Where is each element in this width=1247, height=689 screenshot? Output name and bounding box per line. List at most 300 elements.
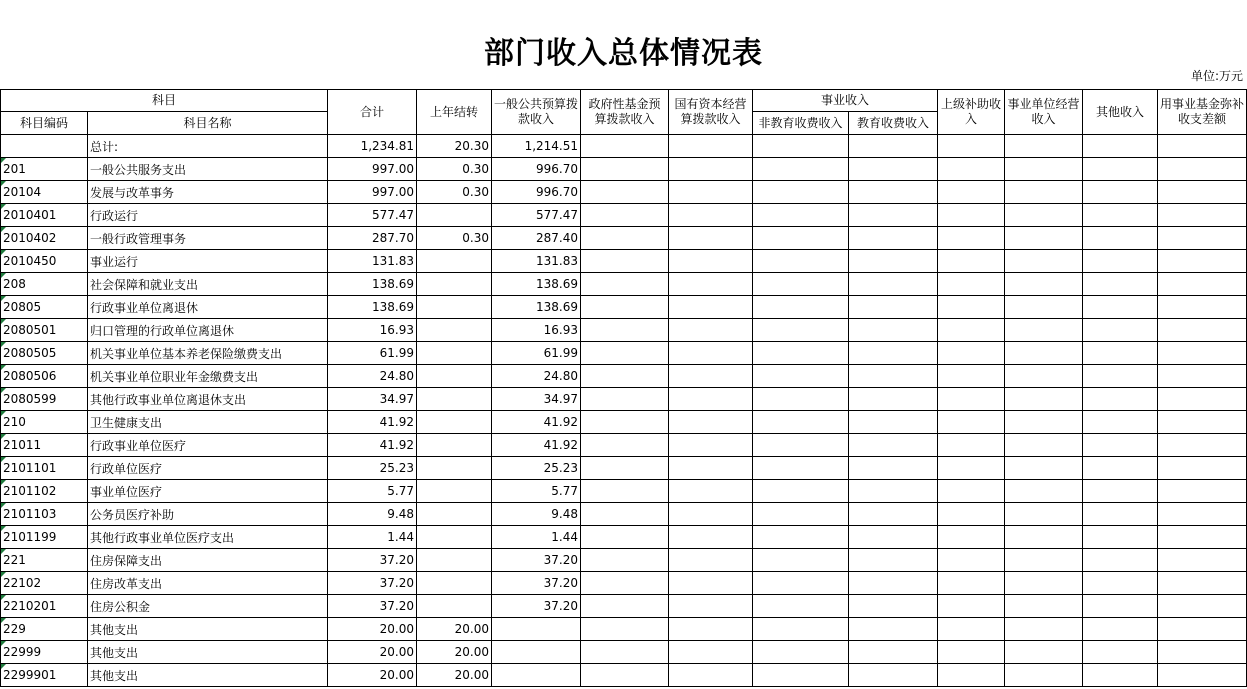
- row-empty-cell: [938, 572, 1005, 595]
- row-empty-cell: [1005, 595, 1083, 618]
- row-empty-cell: [1158, 296, 1247, 319]
- row-code: 221: [1, 549, 88, 572]
- row-empty-cell: [1005, 526, 1083, 549]
- row-empty-cell: [849, 135, 938, 158]
- row-carryover: [417, 365, 492, 388]
- row-carryover: 0.30: [417, 227, 492, 250]
- row-code: 21011: [1, 434, 88, 457]
- row-empty-cell: [1005, 549, 1083, 572]
- row-name: 社会保障和就业支出: [88, 273, 328, 296]
- row-carryover: [417, 503, 492, 526]
- row-empty-cell: [581, 572, 669, 595]
- row-code: 2101199: [1, 526, 88, 549]
- row-empty-cell: [1005, 641, 1083, 664]
- row-empty-cell: [581, 388, 669, 411]
- row-empty-cell: [1083, 572, 1158, 595]
- table-row: [1, 434, 1247, 457]
- row-empty-cell: [849, 572, 938, 595]
- row-name: 事业运行: [88, 250, 328, 273]
- row-empty-cell: [938, 618, 1005, 641]
- row-empty-cell: [669, 434, 753, 457]
- row-empty-cell: [849, 549, 938, 572]
- row-empty-cell: [669, 273, 753, 296]
- row-empty-cell: [1083, 342, 1158, 365]
- row-empty-cell: [581, 549, 669, 572]
- header-other-income: 其他收入: [1083, 90, 1158, 135]
- row-empty-cell: [938, 457, 1005, 480]
- row-code: 201: [1, 158, 88, 181]
- row-carryover: [417, 319, 492, 342]
- row-code: 20104: [1, 181, 88, 204]
- row-empty-cell: [669, 457, 753, 480]
- row-general-budget: 41.92: [492, 411, 581, 434]
- row-total: 287.70: [328, 227, 417, 250]
- row-empty-cell: [1083, 411, 1158, 434]
- row-empty-cell: [1083, 250, 1158, 273]
- row-empty-cell: [938, 181, 1005, 204]
- row-empty-cell: [753, 480, 849, 503]
- header-superior-subsidy: 上级补助收入: [938, 90, 1005, 135]
- row-code: 2010402: [1, 227, 88, 250]
- row-empty-cell: [669, 135, 753, 158]
- row-empty-cell: [1158, 158, 1247, 181]
- row-name: 住房公积金: [88, 595, 328, 618]
- row-empty-cell: [581, 526, 669, 549]
- row-empty-cell: [1083, 618, 1158, 641]
- row-empty-cell: [1083, 664, 1158, 687]
- header-name: 科目名称: [88, 112, 328, 135]
- table-row: [1, 342, 1247, 365]
- row-total: 1.44: [328, 526, 417, 549]
- row-carryover: [417, 388, 492, 411]
- row-code: 2010450: [1, 250, 88, 273]
- row-empty-cell: [938, 641, 1005, 664]
- row-carryover: 20.30: [417, 135, 492, 158]
- row-empty-cell: [938, 250, 1005, 273]
- table-row: [1, 595, 1247, 618]
- row-empty-cell: [849, 411, 938, 434]
- row-name: 行政事业单位医疗: [88, 434, 328, 457]
- row-empty-cell: [938, 273, 1005, 296]
- header-gov-fund: 政府性基金预算拨款收入: [581, 90, 669, 135]
- row-empty-cell: [938, 480, 1005, 503]
- row-code: [1, 135, 88, 158]
- row-empty-cell: [849, 365, 938, 388]
- row-empty-cell: [938, 503, 1005, 526]
- row-empty-cell: [1005, 480, 1083, 503]
- table-row: [1, 457, 1247, 480]
- row-empty-cell: [1158, 457, 1247, 480]
- table-row: [1, 526, 1247, 549]
- row-general-budget: 996.70: [492, 181, 581, 204]
- row-code: 2210201: [1, 595, 88, 618]
- row-empty-cell: [1005, 457, 1083, 480]
- table-row: [1, 204, 1247, 227]
- row-empty-cell: [753, 181, 849, 204]
- row-general-budget: 25.23: [492, 457, 581, 480]
- row-name: 归口管理的行政单位离退休: [88, 319, 328, 342]
- row-general-budget: 61.99: [492, 342, 581, 365]
- row-total: 20.00: [328, 641, 417, 664]
- row-empty-cell: [753, 273, 849, 296]
- table-row: [1, 664, 1247, 687]
- row-empty-cell: [1158, 365, 1247, 388]
- header-affiliated-income: 事业单位经营收入: [1005, 90, 1083, 135]
- row-total: 9.48: [328, 503, 417, 526]
- row-empty-cell: [1083, 296, 1158, 319]
- row-empty-cell: [938, 365, 1005, 388]
- row-empty-cell: [1005, 158, 1083, 181]
- row-empty-cell: [753, 158, 849, 181]
- row-empty-cell: [1083, 365, 1158, 388]
- row-code: 210: [1, 411, 88, 434]
- row-empty-cell: [1083, 480, 1158, 503]
- row-carryover: 20.00: [417, 618, 492, 641]
- table-row: [1, 503, 1247, 526]
- row-empty-cell: [849, 342, 938, 365]
- table-row: [1, 227, 1247, 250]
- row-general-budget: 37.20: [492, 595, 581, 618]
- row-empty-cell: [753, 641, 849, 664]
- row-general-budget: 1,214.51: [492, 135, 581, 158]
- table-row: [1, 365, 1247, 388]
- row-empty-cell: [849, 664, 938, 687]
- row-empty-cell: [1083, 273, 1158, 296]
- row-total: 25.23: [328, 457, 417, 480]
- row-empty-cell: [1083, 641, 1158, 664]
- row-empty-cell: [669, 342, 753, 365]
- row-total: 20.00: [328, 664, 417, 687]
- row-empty-cell: [1005, 204, 1083, 227]
- row-empty-cell: [1005, 273, 1083, 296]
- row-empty-cell: [849, 595, 938, 618]
- row-empty-cell: [849, 618, 938, 641]
- row-general-budget: 37.20: [492, 572, 581, 595]
- row-empty-cell: [849, 181, 938, 204]
- row-code: 2010401: [1, 204, 88, 227]
- row-empty-cell: [1158, 434, 1247, 457]
- row-empty-cell: [1158, 181, 1247, 204]
- row-empty-cell: [669, 365, 753, 388]
- row-general-budget: 5.77: [492, 480, 581, 503]
- row-empty-cell: [1083, 549, 1158, 572]
- row-empty-cell: [753, 135, 849, 158]
- row-empty-cell: [1083, 457, 1158, 480]
- row-empty-cell: [753, 434, 849, 457]
- row-empty-cell: [938, 227, 1005, 250]
- row-carryover: [417, 549, 492, 572]
- row-empty-cell: [1158, 595, 1247, 618]
- row-name: 其他行政事业单位离退休支出: [88, 388, 328, 411]
- row-name: 行政运行: [88, 204, 328, 227]
- row-empty-cell: [1083, 503, 1158, 526]
- row-empty-cell: [669, 641, 753, 664]
- row-name: 其他行政事业单位医疗支出: [88, 526, 328, 549]
- table-row: [1, 480, 1247, 503]
- row-total: 5.77: [328, 480, 417, 503]
- row-name: 其他支出: [88, 641, 328, 664]
- page-title: 部门收入总体情况表: [484, 36, 763, 71]
- row-name: 事业单位医疗: [88, 480, 328, 503]
- row-empty-cell: [669, 204, 753, 227]
- row-empty-cell: [581, 365, 669, 388]
- row-empty-cell: [753, 457, 849, 480]
- row-empty-cell: [669, 250, 753, 273]
- row-empty-cell: [938, 434, 1005, 457]
- row-empty-cell: [1005, 250, 1083, 273]
- row-carryover: 20.00: [417, 641, 492, 664]
- table-row: [1, 181, 1247, 204]
- row-general-budget: [492, 664, 581, 687]
- row-empty-cell: [753, 664, 849, 687]
- table-row: [1, 549, 1247, 572]
- row-empty-cell: [753, 365, 849, 388]
- row-empty-cell: [938, 595, 1005, 618]
- row-empty-cell: [1158, 135, 1247, 158]
- row-empty-cell: [1005, 342, 1083, 365]
- row-carryover: [417, 434, 492, 457]
- table-row: [1, 641, 1247, 664]
- row-empty-cell: [1005, 135, 1083, 158]
- row-empty-cell: [1158, 549, 1247, 572]
- row-empty-cell: [581, 250, 669, 273]
- row-empty-cell: [849, 526, 938, 549]
- row-carryover: 0.30: [417, 181, 492, 204]
- row-empty-cell: [753, 227, 849, 250]
- row-carryover: [417, 480, 492, 503]
- row-name: 其他支出: [88, 664, 328, 687]
- header-edu-fee: 教育收费收入: [849, 112, 938, 135]
- row-general-budget: [492, 641, 581, 664]
- row-name: 机关事业单位基本养老保险缴费支出: [88, 342, 328, 365]
- row-name: 行政事业单位离退休: [88, 296, 328, 319]
- row-empty-cell: [753, 388, 849, 411]
- row-empty-cell: [1083, 227, 1158, 250]
- row-empty-cell: [849, 641, 938, 664]
- row-carryover: [417, 411, 492, 434]
- row-total: 997.00: [328, 181, 417, 204]
- row-general-budget: 41.92: [492, 434, 581, 457]
- row-empty-cell: [669, 549, 753, 572]
- row-carryover: [417, 273, 492, 296]
- row-empty-cell: [669, 480, 753, 503]
- header-non-edu-fee: 非教育收费收入: [753, 112, 849, 135]
- row-empty-cell: [1158, 204, 1247, 227]
- row-empty-cell: [849, 319, 938, 342]
- row-empty-cell: [938, 319, 1005, 342]
- row-empty-cell: [1005, 434, 1083, 457]
- row-empty-cell: [1158, 503, 1247, 526]
- row-empty-cell: [753, 411, 849, 434]
- row-empty-cell: [669, 181, 753, 204]
- row-empty-cell: [938, 204, 1005, 227]
- row-carryover: [417, 250, 492, 273]
- row-empty-cell: [1158, 480, 1247, 503]
- row-empty-cell: [849, 503, 938, 526]
- income-table: [0, 89, 1247, 687]
- row-empty-cell: [1005, 664, 1083, 687]
- row-total: 138.69: [328, 296, 417, 319]
- row-empty-cell: [1005, 572, 1083, 595]
- row-name: 发展与改革事务: [88, 181, 328, 204]
- row-empty-cell: [753, 549, 849, 572]
- row-total: 1,234.81: [328, 135, 417, 158]
- row-empty-cell: [753, 618, 849, 641]
- row-carryover: 20.00: [417, 664, 492, 687]
- row-empty-cell: [753, 526, 849, 549]
- row-total: 20.00: [328, 618, 417, 641]
- row-carryover: [417, 296, 492, 319]
- header-total: 合计: [328, 90, 417, 135]
- header-fund-offset: 用事业基金弥补收支差额: [1158, 90, 1247, 135]
- row-name: 卫生健康支出: [88, 411, 328, 434]
- row-code: 20805: [1, 296, 88, 319]
- row-empty-cell: [753, 342, 849, 365]
- row-empty-cell: [753, 250, 849, 273]
- row-general-budget: 37.20: [492, 549, 581, 572]
- row-code: 2080506: [1, 365, 88, 388]
- unit-label: 单位:万元: [1190, 69, 1243, 83]
- row-empty-cell: [1158, 227, 1247, 250]
- row-total: 997.00: [328, 158, 417, 181]
- row-general-budget: 16.93: [492, 319, 581, 342]
- header-subject: 科目: [1, 90, 328, 112]
- row-total: 131.83: [328, 250, 417, 273]
- row-general-budget: 9.48: [492, 503, 581, 526]
- row-empty-cell: [938, 135, 1005, 158]
- row-name: 住房保障支出: [88, 549, 328, 572]
- table-row: [1, 158, 1247, 181]
- row-empty-cell: [849, 273, 938, 296]
- row-total: 24.80: [328, 365, 417, 388]
- table-row: [1, 572, 1247, 595]
- row-empty-cell: [1158, 641, 1247, 664]
- row-empty-cell: [1083, 595, 1158, 618]
- row-empty-cell: [753, 319, 849, 342]
- row-empty-cell: [669, 526, 753, 549]
- row-empty-cell: [581, 319, 669, 342]
- row-empty-cell: [669, 664, 753, 687]
- row-code: 2101103: [1, 503, 88, 526]
- row-empty-cell: [669, 618, 753, 641]
- row-empty-cell: [938, 296, 1005, 319]
- row-name: 其他支出: [88, 618, 328, 641]
- row-empty-cell: [1158, 342, 1247, 365]
- row-empty-cell: [581, 342, 669, 365]
- row-empty-cell: [1083, 434, 1158, 457]
- row-empty-cell: [581, 296, 669, 319]
- row-empty-cell: [581, 158, 669, 181]
- row-total: 61.99: [328, 342, 417, 365]
- row-code: 2080505: [1, 342, 88, 365]
- row-carryover: [417, 526, 492, 549]
- row-empty-cell: [1005, 503, 1083, 526]
- header-code: 科目编码: [1, 112, 88, 135]
- row-total: 37.20: [328, 595, 417, 618]
- row-name: 行政单位医疗: [88, 457, 328, 480]
- row-empty-cell: [1158, 319, 1247, 342]
- row-code: 22999: [1, 641, 88, 664]
- row-empty-cell: [581, 181, 669, 204]
- row-empty-cell: [669, 595, 753, 618]
- row-carryover: [417, 595, 492, 618]
- row-code: 2101102: [1, 480, 88, 503]
- row-general-budget: 1.44: [492, 526, 581, 549]
- row-empty-cell: [1083, 526, 1158, 549]
- row-empty-cell: [1083, 135, 1158, 158]
- row-empty-cell: [753, 572, 849, 595]
- row-empty-cell: [849, 480, 938, 503]
- row-empty-cell: [669, 503, 753, 526]
- row-empty-cell: [581, 595, 669, 618]
- row-carryover: [417, 342, 492, 365]
- table-row: [1, 250, 1247, 273]
- row-general-budget: [492, 618, 581, 641]
- row-empty-cell: [849, 204, 938, 227]
- row-empty-cell: [581, 503, 669, 526]
- row-general-budget: 131.83: [492, 250, 581, 273]
- row-empty-cell: [581, 204, 669, 227]
- header-carryover: 上年结转: [417, 90, 492, 135]
- row-empty-cell: [1083, 181, 1158, 204]
- row-total: 577.47: [328, 204, 417, 227]
- row-empty-cell: [938, 388, 1005, 411]
- row-code: 2080599: [1, 388, 88, 411]
- row-total: 37.20: [328, 549, 417, 572]
- row-empty-cell: [581, 227, 669, 250]
- row-empty-cell: [669, 227, 753, 250]
- row-empty-cell: [1158, 618, 1247, 641]
- row-empty-cell: [753, 595, 849, 618]
- table-row: [1, 296, 1247, 319]
- row-name: 机关事业单位职业年金缴费支出: [88, 365, 328, 388]
- row-name: 公务员医疗补助: [88, 503, 328, 526]
- row-empty-cell: [849, 388, 938, 411]
- row-empty-cell: [1083, 319, 1158, 342]
- row-empty-cell: [581, 664, 669, 687]
- row-total: 37.20: [328, 572, 417, 595]
- row-code: 2080501: [1, 319, 88, 342]
- row-empty-cell: [1005, 181, 1083, 204]
- row-carryover: 0.30: [417, 158, 492, 181]
- row-total: 138.69: [328, 273, 417, 296]
- row-empty-cell: [581, 135, 669, 158]
- row-empty-cell: [938, 342, 1005, 365]
- row-empty-cell: [1083, 158, 1158, 181]
- row-empty-cell: [849, 434, 938, 457]
- row-empty-cell: [669, 388, 753, 411]
- row-general-budget: 996.70: [492, 158, 581, 181]
- row-empty-cell: [938, 664, 1005, 687]
- row-code: 22102: [1, 572, 88, 595]
- row-name: 总计:: [88, 135, 328, 158]
- table-row: [1, 135, 1247, 158]
- row-empty-cell: [849, 227, 938, 250]
- header-state-capital: 国有资本经营算拨款收入: [669, 90, 753, 135]
- row-empty-cell: [1005, 296, 1083, 319]
- row-carryover: [417, 572, 492, 595]
- row-empty-cell: [581, 273, 669, 296]
- table-row: [1, 273, 1247, 296]
- row-empty-cell: [1005, 618, 1083, 641]
- header-general-budget: 一般公共预算拨款收入: [492, 90, 581, 135]
- row-empty-cell: [1083, 204, 1158, 227]
- row-carryover: [417, 457, 492, 480]
- row-empty-cell: [1158, 388, 1247, 411]
- row-empty-cell: [1158, 250, 1247, 273]
- header-business-income: 事业收入: [753, 90, 938, 112]
- row-name: 住房改革支出: [88, 572, 328, 595]
